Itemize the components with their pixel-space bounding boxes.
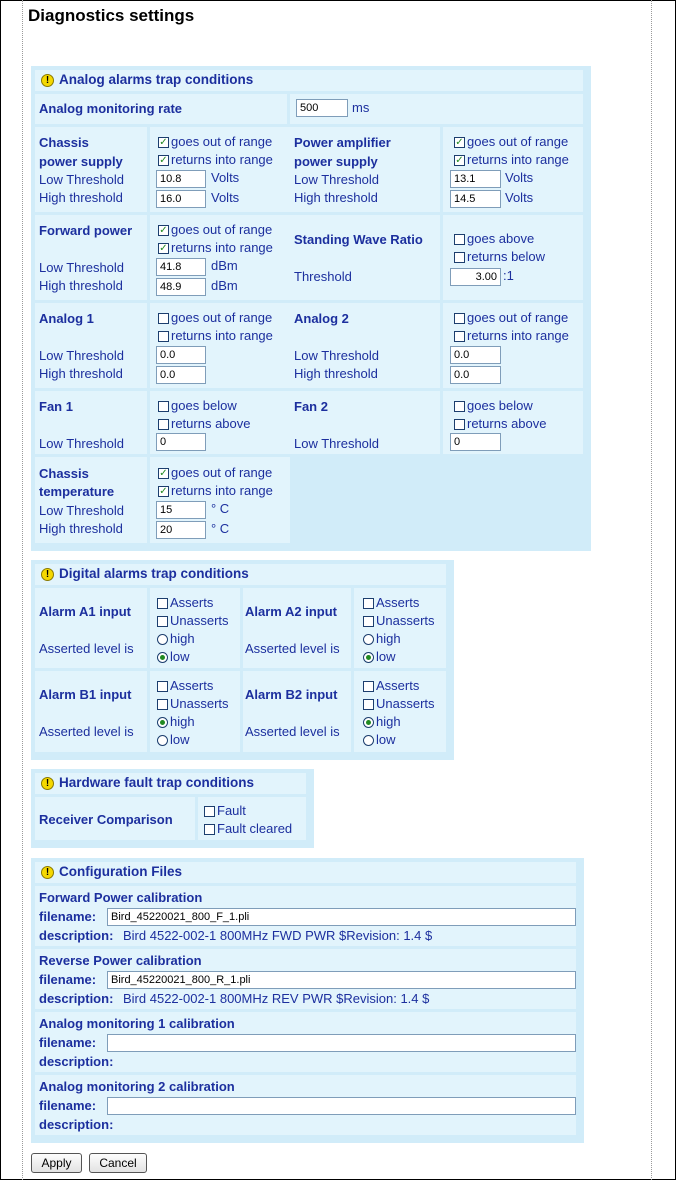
rev-cal-filename-label: filename: — [39, 972, 97, 987]
am1-cal-title: Analog monitoring 1 calibration — [39, 1016, 235, 1031]
fwd-power-out-label: goes out of range — [171, 222, 273, 237]
chassis-temp-in-checkbox[interactable]: ✓ — [159, 486, 168, 497]
monitoring-rate-label-cell — [35, 94, 287, 124]
chassis-temp-title1: Chassis — [39, 466, 89, 481]
am2-cal-description-label: description: — [39, 1117, 114, 1132]
fwd-power-label-cell — [35, 215, 147, 300]
rev-cal-filename-input[interactable]: Bird_45220021_800_R_1.pli — [107, 971, 576, 989]
digital-header-title: Digital alarms trap conditions — [59, 566, 249, 581]
pa-ps-high-unit: Volts — [505, 190, 534, 205]
am1-cal-cell — [35, 1012, 576, 1072]
chassis-temp-high-unit: ° C — [211, 521, 230, 536]
chassis-ps-in-label: returns into range — [171, 152, 273, 167]
pa-ps-title1: Power amplifier — [294, 135, 391, 150]
apply-button[interactable]: Apply — [31, 1153, 82, 1173]
alarm-b1-level-label: Asserted level is — [39, 724, 134, 739]
alarm-b1-title: Alarm B1 input — [39, 687, 132, 702]
rev-cal-description-value: Bird 4522-002-1 800MHz REV PWR $Revision: 1.4 $ — [123, 991, 430, 1006]
chassis-ps-low-label: Low Threshold — [39, 172, 125, 187]
chassis-ps-high-label: High threshold — [39, 190, 123, 205]
fwd-cal-title: Forward Power calibration — [39, 890, 203, 905]
analog-alarms-panel — [31, 66, 591, 551]
alarm-a1-level-label: Asserted level is — [39, 641, 134, 656]
hardware-header-title: Hardware fault trap conditions — [59, 775, 255, 790]
pa-ps-out-label: goes out of range — [467, 134, 569, 149]
config-header — [35, 862, 576, 883]
analog2-out-checkbox[interactable] — [454, 313, 465, 324]
alarm-a2-level-label: Asserted level is — [245, 641, 340, 656]
alarm-b2-low-radio[interactable] — [363, 735, 374, 746]
swr-above-label: goes above — [467, 231, 535, 246]
alarm-a1-asserts-label: Asserts — [170, 595, 214, 610]
pa-ps-high-label: High threshold — [294, 190, 378, 205]
analog2-high-label: High threshold — [294, 366, 378, 381]
alarm-a1-unasserts-label: Unasserts — [170, 613, 229, 628]
chassis-temp-low-label: Low Threshold — [39, 503, 125, 518]
rev-cal-description-label: description: — [39, 991, 114, 1006]
alarm-b2-unasserts-label: Unasserts — [376, 696, 435, 711]
fwd-power-high-label: High threshold — [39, 278, 123, 293]
fan1-above-label: returns above — [171, 416, 251, 431]
fan1-above-checkbox[interactable] — [158, 419, 169, 430]
chassis-temp-low-unit: ° C — [211, 501, 230, 516]
analog2-in-checkbox[interactable] — [454, 331, 465, 342]
analog1-title: Analog 1 — [39, 311, 94, 326]
alarm-a1-low-label: low — [170, 649, 190, 664]
alarm-a1-title: Alarm A1 input — [39, 604, 131, 619]
receiver-comparison-label: Receiver Comparison — [39, 812, 173, 827]
analog1-high-label: High threshold — [39, 366, 123, 381]
alarm-b2-high-label: high — [376, 714, 401, 729]
analog-header-title: Analog alarms trap conditions — [59, 72, 254, 87]
cancel-button[interactable]: Cancel — [89, 1153, 147, 1173]
left-guide-line — [22, 0, 23, 1180]
hardware-header — [35, 773, 306, 794]
chassis-ps-out-checkbox[interactable]: ✓ — [159, 137, 168, 148]
chassis-temp-title2: temperature — [39, 484, 115, 499]
analog1-out-checkbox[interactable] — [158, 313, 169, 324]
am2-cal-filename-input[interactable] — [107, 1097, 576, 1115]
fan2-low-input[interactable]: 0 — [450, 433, 501, 451]
hardware-fault-panel — [31, 769, 314, 848]
fwd-power-low-input[interactable]: 41.8 — [156, 258, 206, 276]
alarm-b1-low-radio[interactable] — [157, 735, 168, 746]
digital-alarms-panel — [31, 560, 454, 760]
fwd-cal-filename-input[interactable]: Bird_45220021_800_F_1.pli — [107, 908, 576, 926]
fwd-cal-description-label: description: — [39, 928, 114, 943]
warning-icon: ! — [41, 866, 54, 879]
swr-below-checkbox[interactable] — [454, 252, 465, 263]
alarm-b1-low-label: low — [170, 732, 190, 747]
swr-threshold-input[interactable]: 3.00 — [450, 268, 501, 286]
swr-label-cell — [290, 215, 440, 300]
am1-cal-filename-label: filename: — [39, 1035, 97, 1050]
analog2-low-label: Low Threshold — [294, 348, 380, 363]
config-header-title: Configuration Files — [59, 864, 182, 879]
am2-cal-title: Analog monitoring 2 calibration — [39, 1079, 235, 1094]
swr-threshold-label: Threshold — [294, 269, 352, 284]
fan2-above-label: returns above — [467, 416, 547, 431]
chassis-ps-label-cell — [35, 127, 147, 212]
digital-header — [35, 564, 446, 585]
chassis-ps-out-label: goes out of range — [171, 134, 273, 149]
page-title: Diagnostics settings — [28, 6, 195, 25]
chassis-ps-ctrl-cell — [150, 127, 290, 212]
pa-ps-out-checkbox[interactable]: ✓ — [455, 137, 464, 148]
pa-ps-low-unit: Volts — [505, 170, 534, 185]
pa-ps-ctrl-cell — [443, 127, 583, 212]
pa-ps-low-input[interactable]: 13.1 — [450, 170, 501, 188]
alarm-a2-label-cell — [243, 588, 351, 668]
fan1-label-cell — [35, 391, 147, 454]
pa-ps-label-cell — [290, 127, 440, 212]
analog2-label-cell — [290, 303, 440, 388]
alarm-b1-asserts-label: Asserts — [170, 678, 214, 693]
alarm-a2-ctrl-cell — [354, 588, 446, 668]
alarm-b2-title: Alarm B2 input — [245, 687, 338, 702]
rev-cal-cell — [35, 949, 576, 1009]
analog1-ctrl-cell — [150, 303, 290, 388]
analog2-ctrl-cell — [443, 303, 583, 388]
chassis-ps-high-unit: Volts — [211, 190, 240, 205]
alarm-b2-asserts-label: Asserts — [376, 678, 420, 693]
analog1-low-input[interactable]: 0.0 — [156, 346, 206, 364]
pa-ps-in-checkbox[interactable]: ✓ — [455, 155, 464, 166]
chassis-temp-ctrl-cell — [150, 457, 290, 543]
fwd-power-out-checkbox[interactable]: ✓ — [159, 225, 168, 236]
fan1-low-label: Low Threshold — [39, 436, 125, 451]
fault-cleared-label: Fault cleared — [217, 821, 293, 836]
alarm-a2-high-label: high — [376, 631, 401, 646]
fwd-cal-filename-label: filename: — [39, 909, 97, 924]
fwd-power-title: Forward power — [39, 223, 133, 238]
alarm-a1-high-radio[interactable] — [157, 634, 168, 645]
swr-title: Standing Wave Ratio — [294, 232, 423, 247]
alarm-a1-unasserts-checkbox[interactable] — [157, 616, 168, 627]
alarm-b2-label-cell — [243, 671, 351, 752]
fwd-power-in-label: returns into range — [171, 240, 273, 255]
swr-below-label: returns below — [467, 249, 546, 264]
fan2-low-label: Low Threshold — [294, 436, 380, 451]
swr-ctrl-cell — [443, 215, 583, 300]
fault-label: Fault — [217, 803, 246, 818]
chassis-temp-high-input[interactable]: 20 — [156, 521, 206, 539]
alarm-a2-unasserts-checkbox[interactable] — [363, 616, 374, 627]
chassis-ps-high-input[interactable]: 16.0 — [156, 190, 206, 208]
alarm-b2-asserts-checkbox[interactable] — [363, 681, 374, 692]
alarm-a2-low-label: low — [376, 649, 396, 664]
chassis-temp-in-label: returns into range — [171, 483, 273, 498]
alarm-a1-low-radio[interactable] — [157, 652, 168, 663]
chassis-temp-low-input[interactable]: 15 — [156, 501, 206, 519]
am1-cal-description-label: description: — [39, 1054, 114, 1069]
swr-above-checkbox[interactable] — [454, 234, 465, 245]
receiver-label-cell — [35, 797, 195, 840]
alarm-a2-title: Alarm A2 input — [245, 604, 337, 619]
alarm-a2-asserts-label: Asserts — [376, 595, 420, 610]
analog2-in-label: returns into range — [467, 328, 569, 343]
pa-ps-high-input[interactable]: 14.5 — [450, 190, 501, 208]
analog2-low-input[interactable]: 0.0 — [450, 346, 501, 364]
chassis-temp-high-label: High threshold — [39, 521, 123, 536]
analog1-label-cell — [35, 303, 147, 388]
chassis-temp-out-label: goes out of range — [171, 465, 273, 480]
fwd-power-in-checkbox[interactable]: ✓ — [159, 243, 168, 254]
am1-cal-filename-input[interactable] — [107, 1034, 576, 1052]
rev-cal-title: Reverse Power calibration — [39, 953, 202, 968]
analog2-high-input[interactable]: 0.0 — [450, 366, 501, 384]
alarm-b1-unasserts-label: Unasserts — [170, 696, 229, 711]
alarm-a2-asserts-checkbox[interactable] — [363, 598, 374, 609]
warning-icon: ! — [41, 74, 54, 87]
alarm-a2-high-radio[interactable] — [363, 634, 374, 645]
alarm-b1-label-cell — [35, 671, 147, 752]
fwd-power-low-unit: dBm — [211, 258, 238, 273]
config-files-panel — [31, 858, 584, 1143]
alarm-b1-asserts-checkbox[interactable] — [157, 681, 168, 692]
pa-ps-low-label: Low Threshold — [294, 172, 380, 187]
alarm-a1-label-cell — [35, 588, 147, 668]
fan1-ctrl-cell — [150, 391, 290, 454]
chassis-ps-title2: power supply — [39, 154, 123, 169]
alarm-b1-unasserts-checkbox[interactable] — [157, 699, 168, 710]
monitoring-rate-value-cell — [290, 94, 583, 124]
am2-cal-cell — [35, 1075, 576, 1135]
analog2-out-label: goes out of range — [467, 310, 569, 325]
chassis-temp-out-checkbox[interactable]: ✓ — [159, 468, 168, 479]
fan1-low-input[interactable]: 0 — [156, 433, 206, 451]
fan1-title: Fan 1 — [39, 399, 73, 414]
alarm-a1-high-label: high — [170, 631, 195, 646]
alarm-a1-ctrl-cell — [150, 588, 240, 668]
swr-ratio-suffix: :1 — [503, 268, 514, 283]
fan2-ctrl-cell — [443, 391, 583, 454]
fwd-power-ctrl-cell — [150, 215, 290, 300]
receiver-ctrl-cell — [198, 797, 306, 840]
fwd-power-low-label: Low Threshold — [39, 260, 125, 275]
monitoring-rate-input[interactable]: 500 — [296, 99, 348, 117]
am2-cal-filename-label: filename: — [39, 1098, 97, 1113]
alarm-b1-ctrl-cell — [150, 671, 240, 752]
chassis-ps-title1: Chassis — [39, 135, 89, 150]
chassis-temp-label-cell — [35, 457, 147, 543]
fwd-power-high-unit: dBm — [211, 278, 238, 293]
fan2-above-checkbox[interactable] — [454, 419, 465, 430]
chassis-ps-low-input[interactable]: 10.8 — [156, 170, 206, 188]
fwd-cal-description-value: Bird 4522-002-1 800MHz FWD PWR $Revision: 1.4 $ — [123, 928, 433, 943]
fault-checkbox[interactable] — [204, 806, 215, 817]
monitoring-rate-unit: ms — [352, 100, 370, 115]
fan2-label-cell — [290, 391, 440, 454]
warning-icon: ! — [41, 568, 54, 581]
alarm-b2-low-label: low — [376, 732, 396, 747]
analog1-low-label: Low Threshold — [39, 348, 125, 363]
fan1-below-label: goes below — [171, 398, 237, 413]
fwd-cal-cell — [35, 886, 576, 946]
alarm-a2-unasserts-label: Unasserts — [376, 613, 435, 628]
alarm-b2-ctrl-cell — [354, 671, 446, 752]
monitoring-rate-label: Analog monitoring rate — [39, 101, 182, 116]
fault-cleared-checkbox[interactable] — [204, 824, 215, 835]
chassis-ps-low-unit: Volts — [211, 170, 240, 185]
fan2-title: Fan 2 — [294, 399, 328, 414]
fwd-power-high-input[interactable]: 48.9 — [156, 278, 206, 296]
analog1-out-label: goes out of range — [171, 310, 273, 325]
pa-ps-in-label: returns into range — [467, 152, 569, 167]
alarm-a2-low-radio[interactable] — [363, 652, 374, 663]
analog1-in-checkbox[interactable] — [158, 331, 169, 342]
alarm-b1-high-label: high — [170, 714, 195, 729]
right-guide-line — [651, 0, 652, 1180]
analog2-title: Analog 2 — [294, 311, 349, 326]
alarm-b1-high-radio[interactable] — [157, 717, 168, 728]
chassis-ps-in-checkbox[interactable]: ✓ — [159, 155, 168, 166]
pa-ps-title2: power supply — [294, 154, 378, 169]
fan1-below-checkbox[interactable] — [158, 401, 169, 412]
analog-header — [35, 70, 583, 91]
fan2-below-label: goes below — [467, 398, 533, 413]
alarm-b2-unasserts-checkbox[interactable] — [363, 699, 374, 710]
alarm-a1-asserts-checkbox[interactable] — [157, 598, 168, 609]
analog1-high-input[interactable]: 0.0 — [156, 366, 206, 384]
fan2-below-checkbox[interactable] — [454, 401, 465, 412]
analog1-in-label: returns into range — [171, 328, 273, 343]
warning-icon: ! — [41, 777, 54, 790]
alarm-b2-level-label: Asserted level is — [245, 724, 340, 739]
alarm-b2-high-radio[interactable] — [363, 717, 374, 728]
